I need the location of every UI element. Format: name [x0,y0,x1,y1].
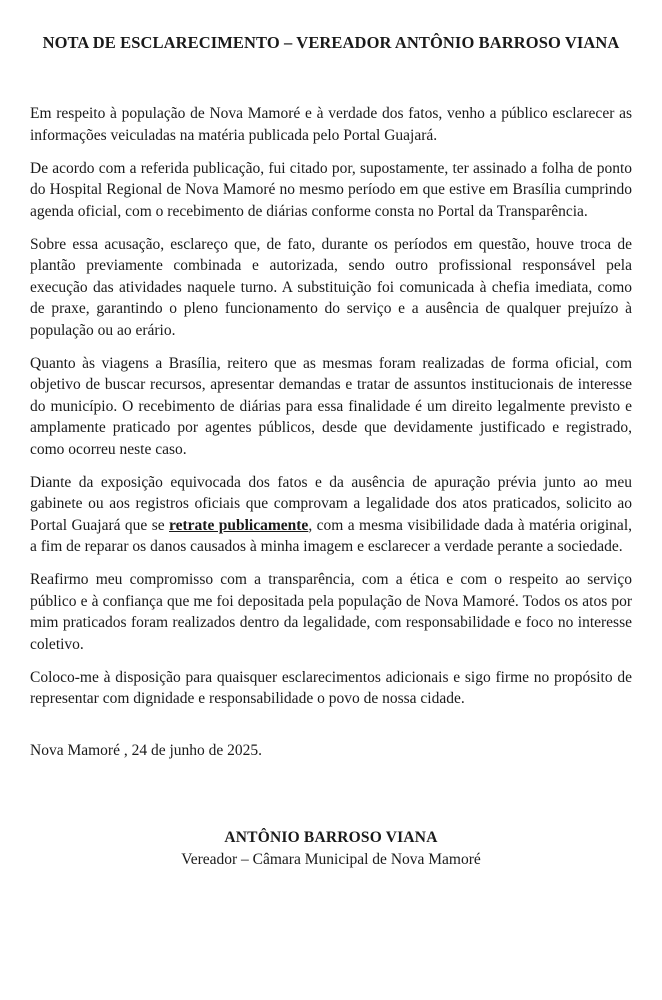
paragraph-6: Reafirmo meu compromisso com a transparência, com a ética e com o respeito ao serviço público e à confiança que me foi depositada pela população de Nova Mamoré. Todos os atos por mim praticados foram realizados dentro da legalidade, com responsabilidade e foco no interesse coletivo. [30,571,632,653]
document-body [30,103,632,761]
signature-role: Vereador – Câmara Municipal de Nova Mamoré [181,851,481,868]
paragraph-3: Sobre essa acusação, esclareço que, de fato, durante os períodos em questão, houve troca de plantão previamente combinada e autorizada, sendo outro profissional responsável pela execução das atividades naquele turno. A substituição foi comunicada à chefia imediata, como de praxe, garantindo o pleno funcionamento do serviço e a ausência de qualquer prejuízo à população ou ao erário. [30,235,632,339]
emphasized-phrase: retrate publicamente [169,516,309,534]
paragraph-1: Em respeito à população de Nova Mamoré e à verdade dos fatos, venho a público esclarecer as informações veiculadas na matéria publicada pelo Portal Guajará. [30,105,632,144]
dateline: Nova Mamoré , 24 de junho de 2025. [30,741,263,759]
paragraph-4: Quanto às viagens a Brasília, reitero que as mesmas foram realizadas de forma oficial, com objetivo de buscar recursos, apresentar demandas e tratar de assuntos institucionais de interesse do município. O recebimento de diárias para essa finalidade é um direito legalmente previsto e amplamente praticado por agentes públicos, desde que devidamente justificado e registrado, como ocorreu neste caso. [30,354,632,458]
document-title: NOTA DE ESCLARECIMENTO – VEREADOR ANTÔNIO BARROSO VIANA [42,33,620,52]
signature-name: ANTÔNIO BARROSO VIANA [224,829,438,846]
paragraph-7: Coloco-me à disposição para quaisquer esclarecimentos adicionais e sigo firme no propósito de representar com dignidade e responsabilidade o povo de nossa cidade. [30,668,632,707]
paragraph-2: De acordo com a referida publicação, fui citado por, supostamente, ter assinado a folha de ponto do Hospital Regional de Nova Mamoré no mesmo período em que estive em Brasília cumprindo agenda oficial, com o recebimento de diárias conforme consta no Portal da Transparência. [30,159,632,220]
paragraph-5 [30,472,632,558]
paragraph-5-text-after: , com a mesma visibilidade dada à matéria original, a fim de reparar os danos causados à minha imagem e esclarecer a verdade perante a sociedade. [30,516,632,555]
paragraph-5-text-before: Diante da exposição equivocada dos fatos e da ausência de apuração prévia junto ao meu gabinete ou aos registros oficiais que comprovam a legalidade dos atos praticados, solicito ao Portal Guajará que se [30,473,632,534]
signature-block [30,827,632,871]
